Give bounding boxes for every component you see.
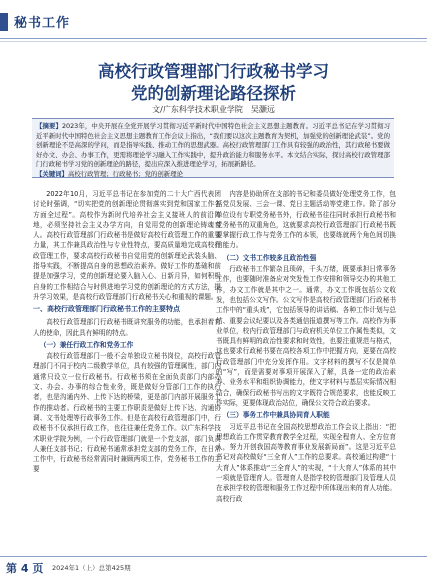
footer-rule [0, 556, 427, 557]
abstract-paragraph [36, 122, 390, 170]
body-paragraph: 习近平总书记在全国高校思想政治工作会议上指出：“把思想政治工作贯穿教育教学全过程，实现全程育人、全方位育人，努力开创我国高等教育事业发展新局面”。这是习近平总书记对高校做好“三全育人”工作的总要求。高校通过构建“十大育人”体系推动“三全育人”的实现，“十大育人”体系的其中一项就是管理育人。管理育人是指学校的管理部门及管理人员在承担学校的管理和服务工作过程中所体现出来的育人功能。高校行政 [216, 422, 396, 503]
body-paragraph: 2022年10月，习近平总书记在参加党的二十大广西代表团讨论时强调，“切实把党的创新理论贯彻落实到党和国家工作各方面全过程”。高校作为新时代培养社会主义接班人的前沿阵地，必须坚持社会主义办学方向，自觉用党的创新理论铸魂育人。高校行政管理部门行政秘书是做好高校行政管理工作的重要力量，其工作兼具政治性与专业性特点，要高质量地完成高校行政管理工作，要求高校行政秘书自觉用党的创新理论武装头脑、指导实践，不断提高自身的思想政治素养。做好工作的基础和前提是加强学习，党的创新理论要入脑入心、日新月异，如何积极自身的工作相结合与时俱进地学习党的创新理论的方式方法，提升学习效果，是高校行政管理部门行政秘书关心和重视的课题。 [33, 190, 221, 301]
body-paragraph: 高校行政管理部门一般不会单独设立秘书岗位，高校行政管理部门不同于校内二级教学单位，具有较强的管理属性，部门内通常只设立一位行政秘书。行政秘书须在全面负责部门内部办文、办会、办事的综合性业务，既是做好分管部门工作的执行者，也是沟通内外、上传下达的桥梁，更是部门内部开展服务工作的推动者。行政秘书的主要工作职责是做好上传下达、沟通协调、文书处理等行政事务工作。但是在高校行政管理部门中，行政秘书不仅承担行政工作，也往往兼任党务工作。以广东科学技术职业学院为例，一个行政管理部门就是一个党支部，部门负责人兼任支部书记；行政秘书通常承担党支部的党务工作，在日常工作中，行政秘书经常需同时兼顾两项工作，党务秘书工作的主要 [33, 352, 221, 474]
page-header [0, 0, 427, 52]
keywords-paragraph [36, 170, 390, 178]
subsection-heading: （三）事务工作中兼具协同育人职能 [222, 411, 330, 420]
section-name: 秘书工作 [14, 16, 71, 31]
section-heading: 一、高校行政管理部门行政秘书工作的主要特点 [33, 305, 180, 314]
abstract-text: 2023年，中央开展在全党开展学习贯彻习近平新时代中国特色社会主义思想主题教育。习近平总书记在学习贯彻习近平新时代中国特色社会主义思想主题教育工作会议上指出，“我们要以这次主题教育为契机，加强党的创新理论武装”。党的创新理论不是高深的学问，而是指导实践、推动工作的思想武器。高校行政管理部门工作具有较强的政治性，其行政秘书要做好办文、办会、办事工作，更需将理论学习融入工作实践中，提升政治能力和服务水平。本文结合实际，探讨高校行政管理部门行政秘书学习党的创新理论的路径，提出应深入推进理论学习，拓展新路径。 [36, 122, 391, 169]
article-title-line1: 高校行政管理部门行政秘书学习 [98, 62, 329, 81]
section-marker [0, 13, 8, 31]
header-rule [0, 38, 427, 39]
abstract-box [32, 118, 394, 178]
header-rule-thin [0, 41, 427, 42]
body-paragraph: 高校行政管理部门行政秘书既讲究服务的功能，也承担着育人的使命，因此具有鲜明的特点。 [33, 318, 221, 337]
body-column-right [216, 189, 396, 545]
article-title-line2: 党的创新理论路径探析 [131, 84, 296, 103]
page-footer [0, 556, 427, 579]
page-number: 第 4 页 [6, 562, 44, 575]
issue-info: 2024年1（上）总第425期 [52, 564, 131, 572]
keywords-text: 高校行政管理；行政秘书；党的创新理论 [67, 169, 183, 178]
body-column-left [33, 189, 221, 545]
body-paragraph: 行政秘书工作繁杂且琐碎，千头万绪，既要承担日常事务工作，也要随时准备应对突发性工作安排和领导交办的其他工作，办文工作就是其中之一。通常，办文工作既包括公文收发，也包括公文写作。公文写作是高校行政管理部门行政秘书工作中的“重头戏”，它包括领导的讲话稿、各种工作计划与总结、重要会议纪要以及各类通信报道撰写等工作。高校作为事业单位，校内行政管理部门与政府机关单位工作属性类似，文书既具有鲜明的政治性要求和时效性，也要注重规范与格式，这也要求行政秘书要在高校各项工作中把握方向，更要在高校行政管理部门中充分发挥作用。文字材料的撰写不仅是简单的“写”，而是需要对事项开展深入了解，具备一定的政治素养、业务水平和组织协调能力，使文字材料与基层实际情况相结合，确保行政秘书写出的文字既符合规范要求，也能反映工作实际，更要体现政治站位，确保公文符合政治要求。 [216, 265, 396, 407]
keywords-tag: 【关键词】 [36, 169, 68, 178]
abstract-tag: 【摘要】 [36, 122, 62, 130]
subsection-heading: （一）兼任行政工作和党务工作 [39, 340, 134, 349]
body-paragraph: 内容是协助所在支部的书记和委员做好处理党务工作，包括党员发展、三会一课、党日主题活动等党建工作。除了部分单位设有专职党务秘书外，行政秘书往往同时承担行政秘书和党务秘书的双重角色，这就要求高校行政管理部门行政秘书既要掌握行政工作与党务工作的本领，也要练就两个角色间切换的能力。 [216, 190, 396, 250]
subsection-heading: （二）文书工作较多且政治性强 [222, 253, 317, 262]
article-author: 文/广东科学技术职业学院 吴灏远 [152, 105, 275, 114]
